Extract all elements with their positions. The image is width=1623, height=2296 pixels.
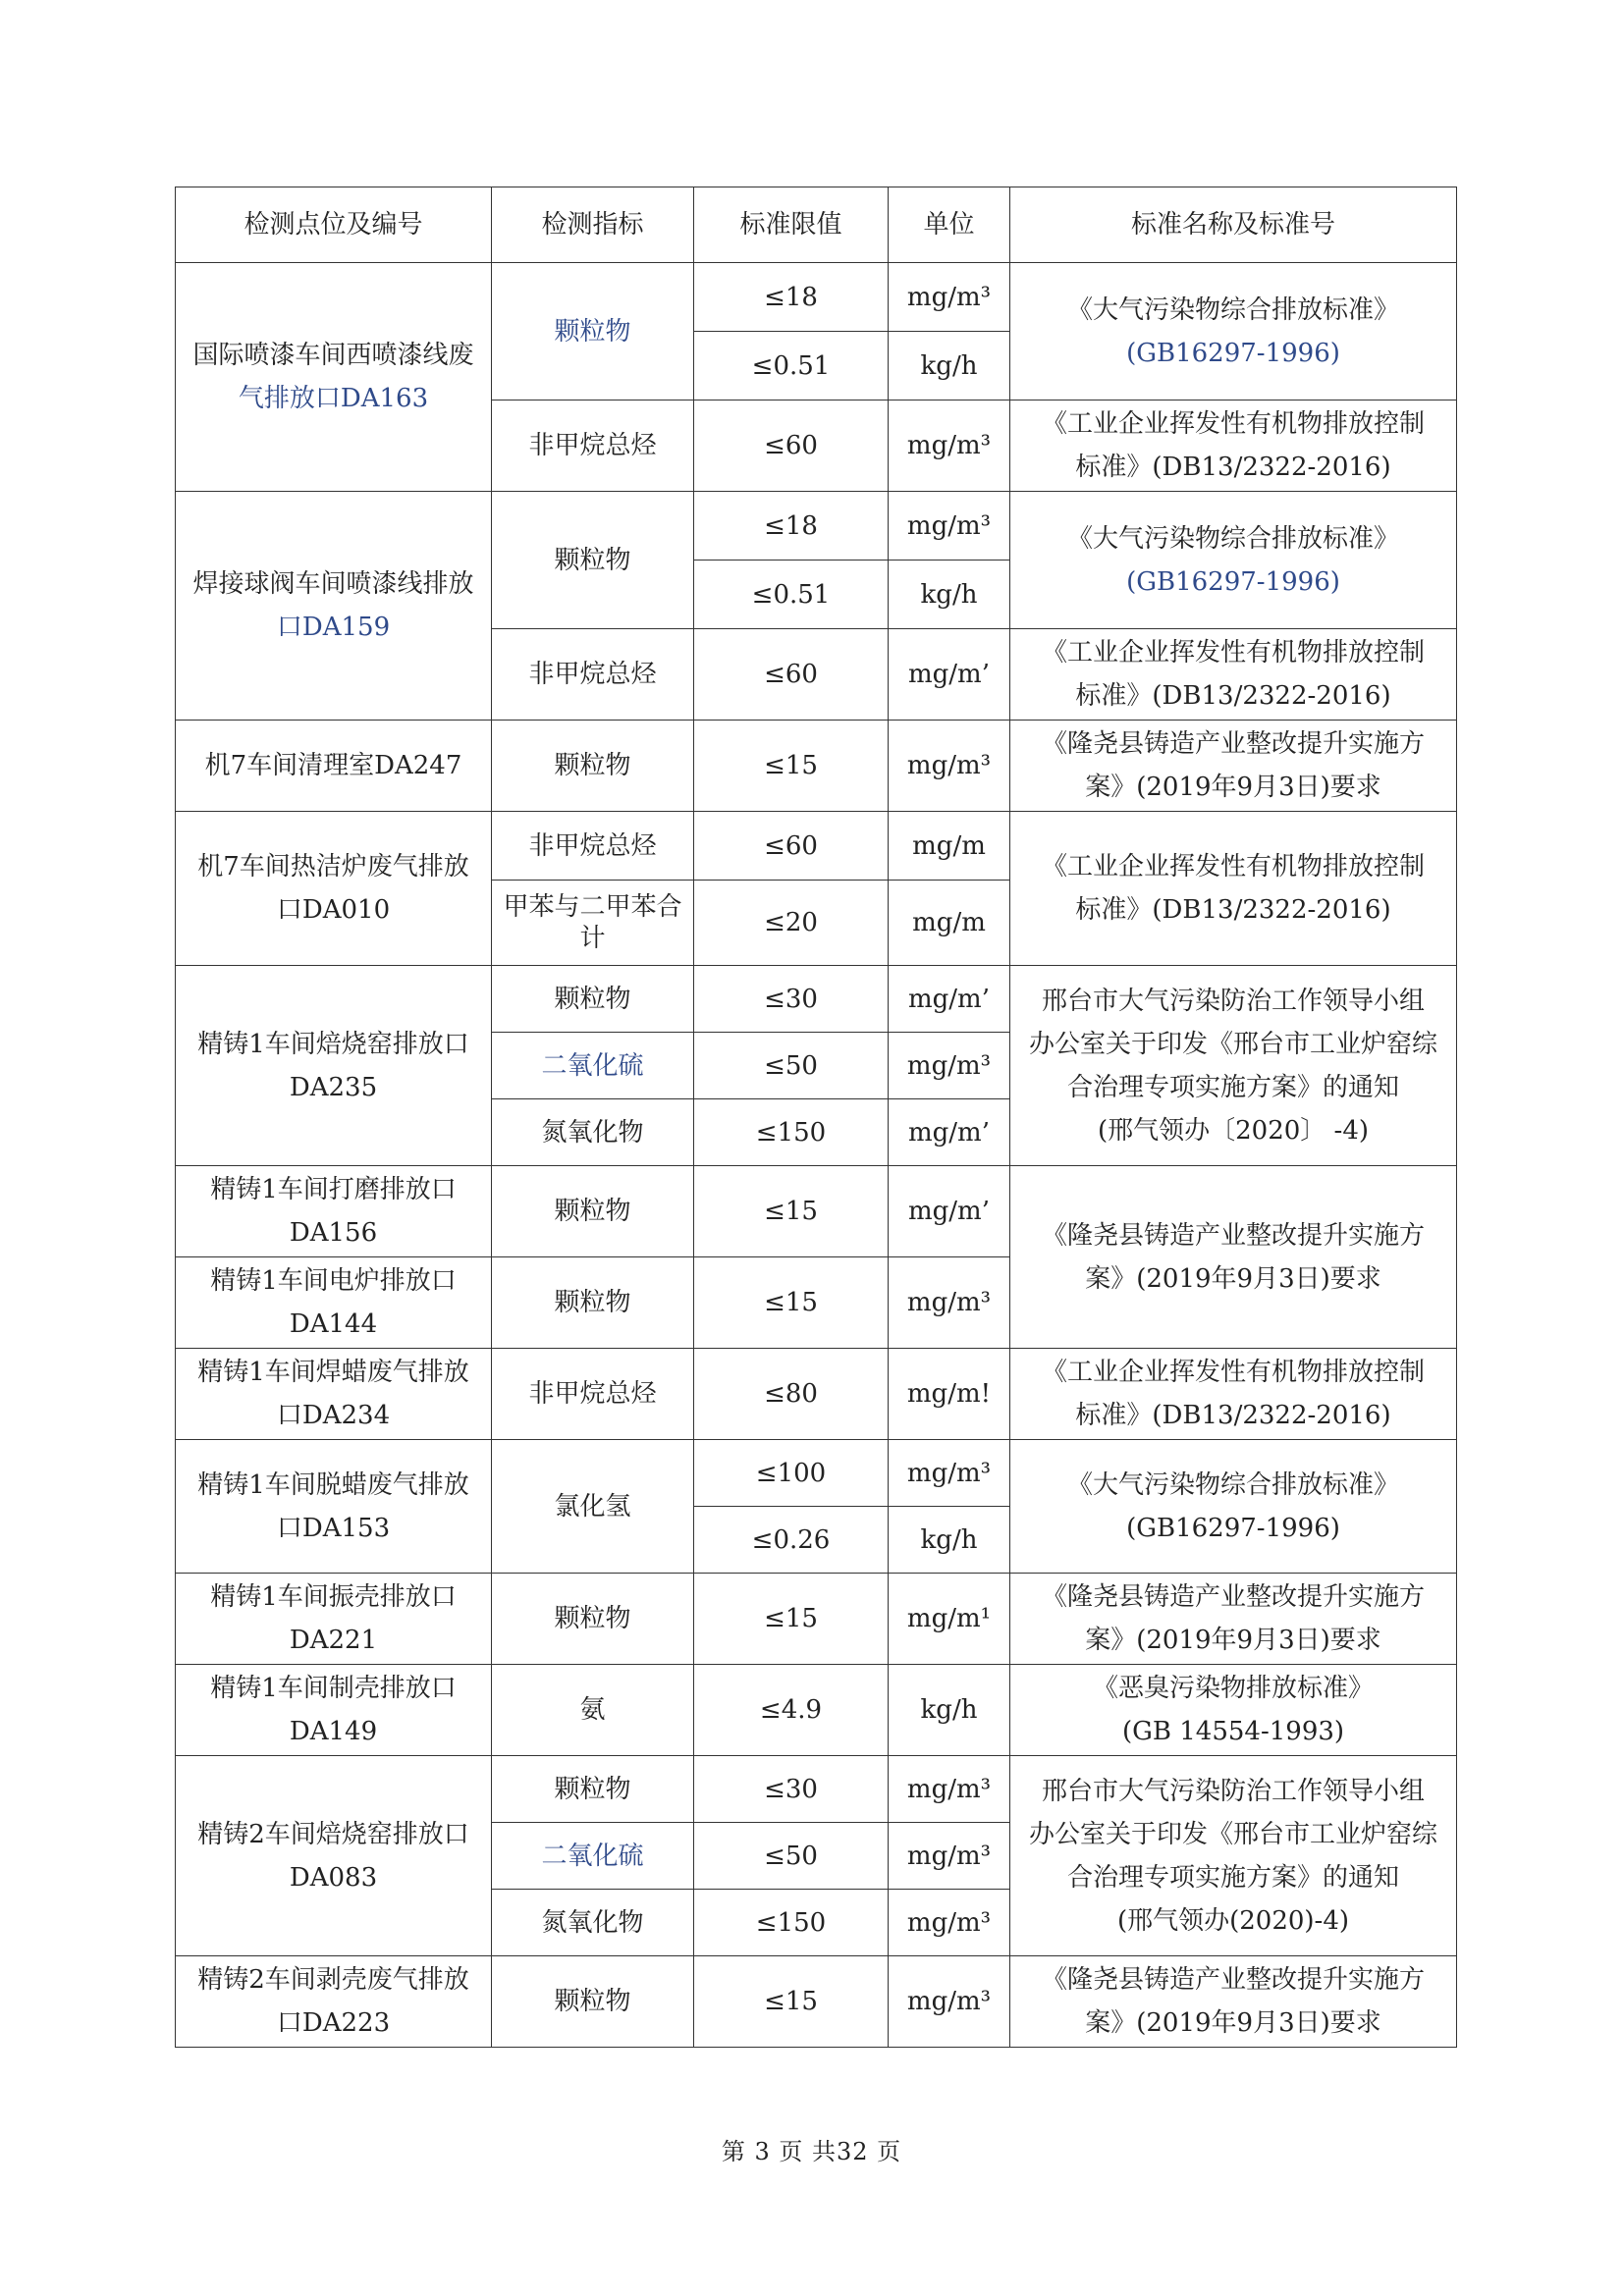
location-line: 气排放口DA163: [238, 384, 429, 413]
indicator-cell: 非甲烷总烃: [492, 629, 694, 721]
indicator-cell: 非甲烷总烃: [492, 812, 694, 881]
indicator-cell: 颗粒物: [492, 1166, 694, 1257]
header-indicator: 检测指标: [492, 187, 694, 263]
standard-line: 《工业企业挥发性有机物排放控制: [1041, 638, 1425, 667]
indicator-cell: 氮氧化物: [492, 1890, 694, 1956]
limit-cell: ≤30: [694, 1756, 889, 1823]
indicator-cell: 氮氧化物: [492, 1099, 694, 1166]
limit-cell: ≤18: [694, 263, 889, 332]
location-line: DA144: [289, 1309, 378, 1339]
standard-line: 《大气污染物综合排放标准》: [1066, 1469, 1399, 1500]
unit-cell: mg/m³: [889, 400, 1010, 492]
location-line: 精铸1车间脱蜡废气排放: [197, 1469, 469, 1500]
location-line: 口DA010: [276, 895, 391, 925]
limit-cell: ≤0.51: [694, 332, 889, 400]
standard-name-cell: [1010, 1166, 1457, 1349]
table-row: [176, 1756, 1457, 1823]
page-footer: 第 3 页 共32 页: [721, 2138, 902, 2165]
standard-line: 标准》(DB13/2322-2016): [1075, 1401, 1391, 1430]
unit-cell: kg/h: [889, 1507, 1010, 1574]
unit-cell: mg/m³: [889, 1257, 1010, 1349]
standard-line: 《大气污染物综合排放标准》: [1066, 294, 1399, 325]
standard-line: 标准》(DB13/2322-2016): [1075, 681, 1391, 711]
standard-line: (邢气领办〔2020〕 -4): [1097, 1115, 1370, 1146]
monitoring-location: [176, 492, 492, 721]
indicator-cell: 颗粒物: [492, 1257, 694, 1349]
location-line: 精铸1车间制壳排放口: [210, 1674, 457, 1703]
standard-name-cell: [1010, 1956, 1457, 2048]
monitoring-location: [176, 1257, 492, 1349]
table-row: [176, 966, 1457, 1033]
location-line: 口DA159: [276, 613, 391, 642]
indicator-cell: 二氧化硫: [492, 1033, 694, 1099]
indicator-cell: 氨: [492, 1665, 694, 1756]
monitoring-location: [176, 263, 492, 492]
unit-cell: mg/m³: [889, 1823, 1010, 1890]
unit-cell: mg/m³: [889, 1756, 1010, 1823]
limit-cell: ≤60: [694, 812, 889, 881]
location-line: DA221: [289, 1626, 378, 1655]
unit-cell: mg/m³: [889, 263, 1010, 332]
unit-cell: mg/m’: [889, 966, 1010, 1033]
monitoring-location: [176, 721, 492, 812]
standard-line: 邢台市大气污染防治工作领导小组: [1041, 986, 1425, 1016]
location-line: DA156: [289, 1218, 378, 1248]
standard-name-cell: [1010, 1665, 1457, 1756]
location-line: 机7车间清理室DA247: [204, 751, 462, 780]
standard-line: 合治理专项实施方案》的通知: [1066, 1862, 1399, 1893]
standard-name-cell: [1010, 629, 1457, 721]
location-line: 精铸1车间焊蜡废气排放: [197, 1358, 469, 1387]
limit-cell: ≤150: [694, 1890, 889, 1956]
standard-line: (GB16297-1996): [1126, 338, 1340, 368]
standard-line: 《恶臭污染物排放标准》: [1092, 1674, 1374, 1703]
header-standard: 标准名称及标准号: [1010, 187, 1457, 263]
standard-line: 合治理专项实施方案》的通知: [1066, 1072, 1399, 1102]
indicator-cell: 非甲烷总烃: [492, 400, 694, 492]
location-line: 精铸2车间焙烧窑排放口: [197, 1819, 469, 1849]
standard-line: (邢气领办(2020)-4): [1116, 1905, 1350, 1936]
location-line: DA083: [289, 1862, 378, 1893]
unit-cell: kg/h: [889, 1665, 1010, 1756]
standard-line: 《工业企业挥发性有机物排放控制: [1041, 409, 1425, 439]
standard-name-cell: [1010, 1756, 1457, 1956]
limit-cell: ≤15: [694, 1574, 889, 1665]
unit-cell: mg/m³: [889, 1440, 1010, 1507]
location-line: 机7车间热洁炉废气排放: [197, 852, 469, 881]
standard-line: (GB16297-1996): [1126, 1513, 1340, 1543]
indicator-cell: 颗粒物: [492, 492, 694, 629]
header-location: 检测点位及编号: [176, 187, 492, 263]
indicator-cell: 颗粒物: [492, 1574, 694, 1665]
monitoring-location: [176, 1956, 492, 2048]
standard-name-cell: [1010, 1574, 1457, 1665]
header-unit: 单位: [889, 187, 1010, 263]
table-row: [176, 492, 1457, 561]
standard-line: 标准》(DB13/2322-2016): [1075, 895, 1391, 925]
location-line: 精铸1车间焙烧窑排放口: [197, 1029, 469, 1059]
table-row: [176, 721, 1457, 812]
limit-cell: ≤0.51: [694, 561, 889, 629]
standard-name-cell: [1010, 812, 1457, 966]
location-line: 口DA234: [276, 1401, 391, 1430]
limit-cell: ≤50: [694, 1823, 889, 1890]
standard-line: 案》(2019年9月3日)要求: [1085, 2008, 1381, 2038]
unit-cell: mg/m: [889, 812, 1010, 881]
location-line: 精铸1车间振壳排放口: [210, 1582, 457, 1612]
table-row: [176, 1440, 1457, 1507]
limit-cell: ≤15: [694, 1257, 889, 1349]
monitoring-location: [176, 966, 492, 1166]
location-line: 口DA153: [276, 1513, 391, 1543]
indicator-cell: 颗粒物: [492, 966, 694, 1033]
standard-line: 标准》(DB13/2322-2016): [1075, 453, 1391, 482]
location-line: DA149: [289, 1717, 378, 1746]
indicator-cell: 颗粒物: [492, 1756, 694, 1823]
unit-cell: mg/m’: [889, 1166, 1010, 1257]
standard-line: 《隆尧县铸造产业整改提升实施方: [1041, 729, 1425, 759]
limit-cell: ≤30: [694, 966, 889, 1033]
location-line: 精铸1车间电炉排放口: [210, 1266, 457, 1296]
standard-line: 办公室关于印发《邢台市工业炉窑综: [1028, 1029, 1437, 1059]
unit-cell: mg/m³: [889, 721, 1010, 812]
table-row: [176, 1574, 1457, 1665]
limit-cell: ≤80: [694, 1349, 889, 1440]
table-body: [176, 263, 1457, 2048]
table-row: [176, 812, 1457, 881]
monitoring-location: [176, 1756, 492, 1956]
table-row: [176, 1166, 1457, 1257]
monitoring-location: [176, 1665, 492, 1756]
standard-name-cell: [1010, 400, 1457, 492]
unit-cell: mg/m’: [889, 629, 1010, 721]
limit-cell: ≤15: [694, 721, 889, 812]
monitoring-location: [176, 812, 492, 966]
table-row: [176, 1665, 1457, 1756]
standard-name-cell: [1010, 966, 1457, 1166]
header-limit: 标准限值: [694, 187, 889, 263]
indicator-cell: 颗粒物: [492, 721, 694, 812]
limit-cell: ≤60: [694, 400, 889, 492]
table-row: [176, 1349, 1457, 1440]
standard-line: 案》(2019年9月3日)要求: [1085, 773, 1381, 802]
indicator-cell: 非甲烷总烃: [492, 1349, 694, 1440]
standard-line: (GB 14554-1993): [1121, 1717, 1345, 1746]
location-line: 口DA223: [276, 2008, 391, 2038]
limit-cell: ≤20: [694, 881, 889, 966]
indicator-cell: 甲苯与二甲苯合计: [492, 881, 694, 966]
unit-cell: kg/h: [889, 332, 1010, 400]
unit-cell: kg/h: [889, 561, 1010, 629]
indicator-cell: 氯化氢: [492, 1440, 694, 1574]
location-line: 精铸2车间剥壳废气排放: [197, 1965, 469, 1995]
location-line: 精铸1车间打磨排放口: [210, 1175, 457, 1204]
table-row: [176, 263, 1457, 332]
limit-cell: ≤60: [694, 629, 889, 721]
standard-name-cell: [1010, 1440, 1457, 1574]
indicator-cell: 二氧化硫: [492, 1823, 694, 1890]
limit-cell: ≤150: [694, 1099, 889, 1166]
limit-cell: ≤4.9: [694, 1665, 889, 1756]
table-row: [176, 1956, 1457, 2048]
emission-standards-table: [175, 187, 1457, 2048]
unit-cell: mg/m: [889, 881, 1010, 966]
limit-cell: ≤0.26: [694, 1507, 889, 1574]
standard-line: 《隆尧县铸造产业整改提升实施方: [1041, 1582, 1425, 1612]
limit-cell: ≤100: [694, 1440, 889, 1507]
unit-cell: mg/m!: [889, 1349, 1010, 1440]
standard-line: 《工业企业挥发性有机物排放控制: [1041, 852, 1425, 881]
unit-cell: mg/m³: [889, 1033, 1010, 1099]
unit-cell: mg/m³: [889, 1956, 1010, 2048]
limit-cell: ≤15: [694, 1166, 889, 1257]
standard-name-cell: [1010, 721, 1457, 812]
monitoring-location: [176, 1349, 492, 1440]
limit-cell: ≤50: [694, 1033, 889, 1099]
standard-line: 《隆尧县铸造产业整改提升实施方: [1041, 1220, 1425, 1251]
standard-line: 案》(2019年9月3日)要求: [1085, 1263, 1381, 1294]
indicator-cell: 颗粒物: [492, 263, 694, 400]
location-line: 焊接球阀车间喷漆线排放: [192, 569, 474, 599]
monitoring-location: [176, 1166, 492, 1257]
limit-cell: ≤15: [694, 1956, 889, 2048]
monitoring-location: [176, 1574, 492, 1665]
unit-cell: mg/m’: [889, 1099, 1010, 1166]
standard-line: 《隆尧县铸造产业整改提升实施方: [1041, 1965, 1425, 1995]
unit-cell: mg/m³: [889, 492, 1010, 561]
standard-name-cell: [1010, 1349, 1457, 1440]
location-line: DA235: [289, 1072, 378, 1102]
standard-line: 《大气污染物综合排放标准》: [1066, 523, 1399, 554]
location-line: 国际喷漆车间西喷漆线废: [192, 341, 474, 370]
unit-cell: mg/m³: [889, 1890, 1010, 1956]
monitoring-location: [176, 1440, 492, 1574]
standard-line: (GB16297-1996): [1126, 566, 1340, 597]
table-header-row: [176, 187, 1457, 263]
unit-cell: mg/m¹: [889, 1574, 1010, 1665]
standard-line: 案》(2019年9月3日)要求: [1085, 1626, 1381, 1655]
standard-line: 《工业企业挥发性有机物排放控制: [1041, 1358, 1425, 1387]
standard-line: 邢台市大气污染防治工作领导小组: [1041, 1776, 1425, 1806]
standard-line: 办公室关于印发《邢台市工业炉窑综: [1028, 1819, 1437, 1849]
limit-cell: ≤18: [694, 492, 889, 561]
standard-name-cell: [1010, 263, 1457, 400]
indicator-cell: 颗粒物: [492, 1956, 694, 2048]
standard-name-cell: [1010, 492, 1457, 629]
